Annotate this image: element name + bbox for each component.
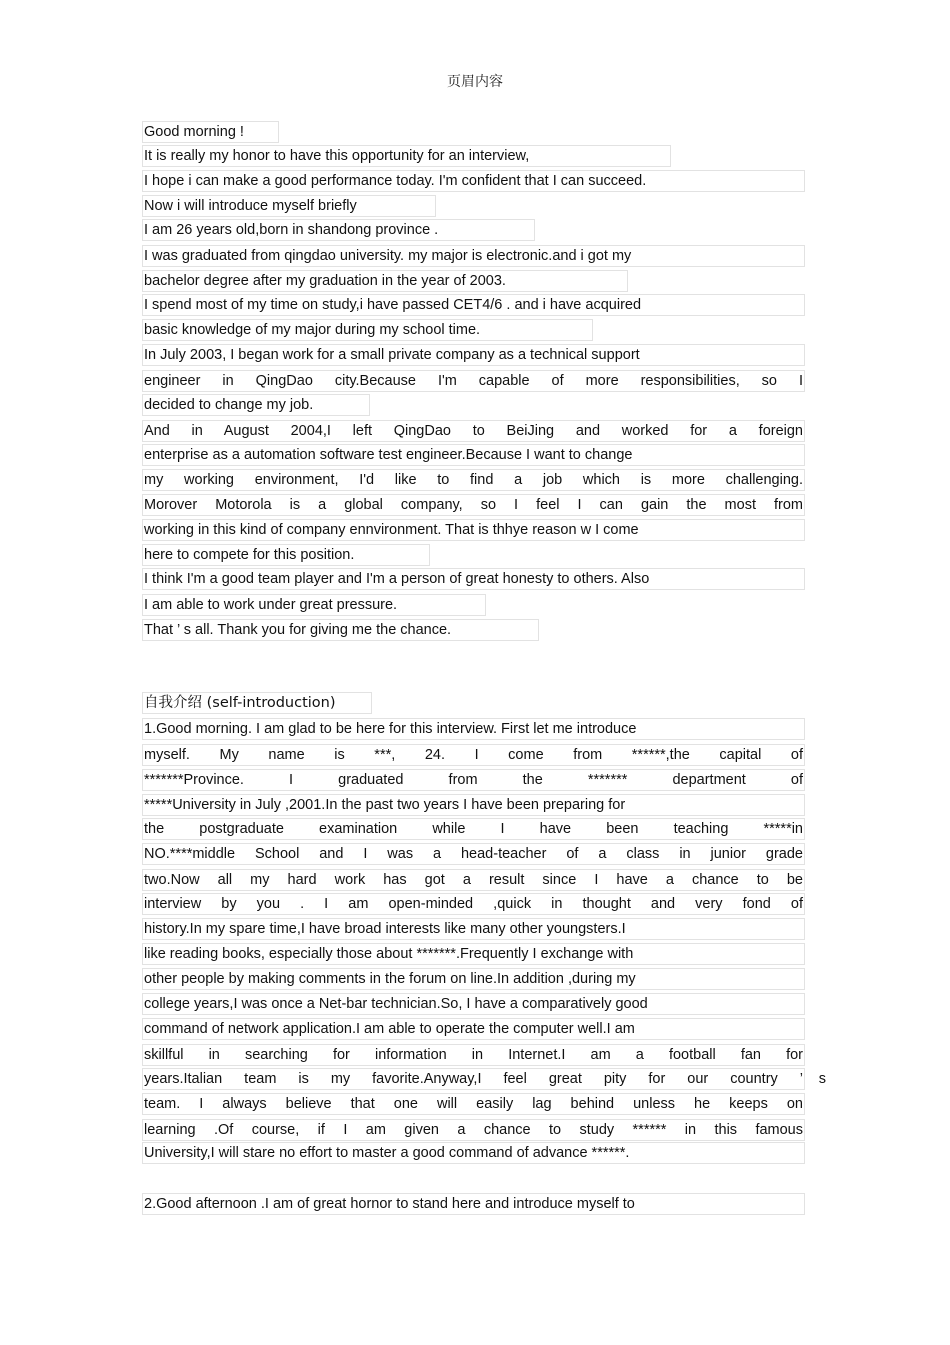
intro-line-18: I think I'm a good team player and I'm a person of great honesty to others. Also <box>142 568 805 590</box>
self-intro-line-8: interview by you . I am open-minded ,quick in thought and very fond of <box>142 893 805 915</box>
self-intro-line-18: University,I will stare no effort to master a good command of advance ******. <box>142 1142 805 1164</box>
self-intro-line-1: 1.Good morning. I am glad to be here for this interview. First let me introduce <box>142 718 805 740</box>
intro-line-4: I am 26 years old,born in shandong province . <box>142 219 535 241</box>
intro-line-17: here to compete for this position. <box>142 544 430 566</box>
intro-line-9: In July 2003, I began work for a small private company as a technical support <box>142 344 805 366</box>
self-intro-line-15 <box>142 1068 826 1090</box>
intro-line-15: Morover Motorola is a global company, so I feel I can gain the most from <box>142 494 805 516</box>
self-intro-line-17: learning .Of course, if I am given a chance to study ****** in this famous <box>142 1119 805 1141</box>
self-intro-line-11: other people by making comments in the forum on line.In addition ,during my <box>142 968 805 990</box>
self-intro-line-15-text: years.Italian team is my favorite.Anyway,I feel great pity for our country ’ <box>144 1071 803 1087</box>
intro-line-11: decided to change my job. <box>142 394 370 416</box>
self-intro-line-15-tail: s <box>818 1071 826 1087</box>
intro-line-14: my working environment, I'd like to find a job which is more challenging. <box>142 469 805 491</box>
intro-line-1: It is really my honor to have this opportunity for an interview, <box>142 145 671 167</box>
page-header: 页眉内容 <box>447 74 503 90</box>
self-intro-line-10: like reading books, especially those about *******.Frequently I exchange with <box>142 943 805 965</box>
intro-line-3: Now i will introduce myself briefly <box>142 195 436 217</box>
self-intro-line-6: NO.****middle School and I was a head-teacher of a class in junior grade <box>142 843 805 865</box>
intro-line-8: basic knowledge of my major during my school time. <box>142 319 593 341</box>
section-title: 自我介绍 (self-introduction) <box>142 692 372 714</box>
self-intro-line-14: skillful in searching for information in Internet.I am a football fan for <box>142 1044 805 1066</box>
self-intro-line-2: myself. My name is ***, 24. I come from ******,the capital of <box>142 744 805 766</box>
intro-line-7: I spend most of my time on study,i have passed CET4/6 . and i have acquired <box>142 294 805 316</box>
self-intro-line-7: two.Now all my hard work has got a result since I have a chance to be <box>142 869 805 891</box>
self-intro-line-19: 2.Good afternoon .I am of great hornor to stand here and introduce myself to <box>142 1193 805 1215</box>
intro-line-20: That ’ s all. Thank you for giving me the chance. <box>142 619 539 641</box>
intro-line-19: I am able to work under great pressure. <box>142 594 486 616</box>
intro-line-12: And in August 2004,I left QingDao to BeiJing and worked for a foreign <box>142 420 805 442</box>
self-intro-line-9: history.In my spare time,I have broad interests like many other youngsters.I <box>142 918 805 940</box>
self-intro-line-12: college years,I was once a Net-bar technician.So, I have a comparatively good <box>142 993 805 1015</box>
self-intro-line-16: team. I always believe that one will easily lag behind unless he keeps on <box>142 1093 805 1115</box>
intro-line-13: enterprise as a automation software test engineer.Because I want to change <box>142 444 805 466</box>
intro-line-2: I hope i can make a good performance today. I'm confident that I can succeed. <box>142 170 805 192</box>
self-intro-line-3: *******Province. I graduated from the ******* department of <box>142 769 805 791</box>
intro-greeting: Good morning ! <box>142 121 279 143</box>
intro-line-5: I was graduated from qingdao university. my major is electronic.and i got my <box>142 245 805 267</box>
self-intro-line-4: *****University in July ,2001.In the past two years I have been preparing for <box>142 794 805 816</box>
intro-line-6: bachelor degree after my graduation in the year of 2003. <box>142 270 628 292</box>
intro-line-16: working in this kind of company ennvironment. That is thhye reason w I come <box>142 519 805 541</box>
self-intro-line-13: command of network application.I am able to operate the computer well.I am <box>142 1018 805 1040</box>
intro-line-10: engineer in QingDao city.Because I'm capable of more responsibilities, so I <box>142 370 805 392</box>
self-intro-line-5: the postgraduate examination while I have been teaching *****in <box>142 818 805 840</box>
